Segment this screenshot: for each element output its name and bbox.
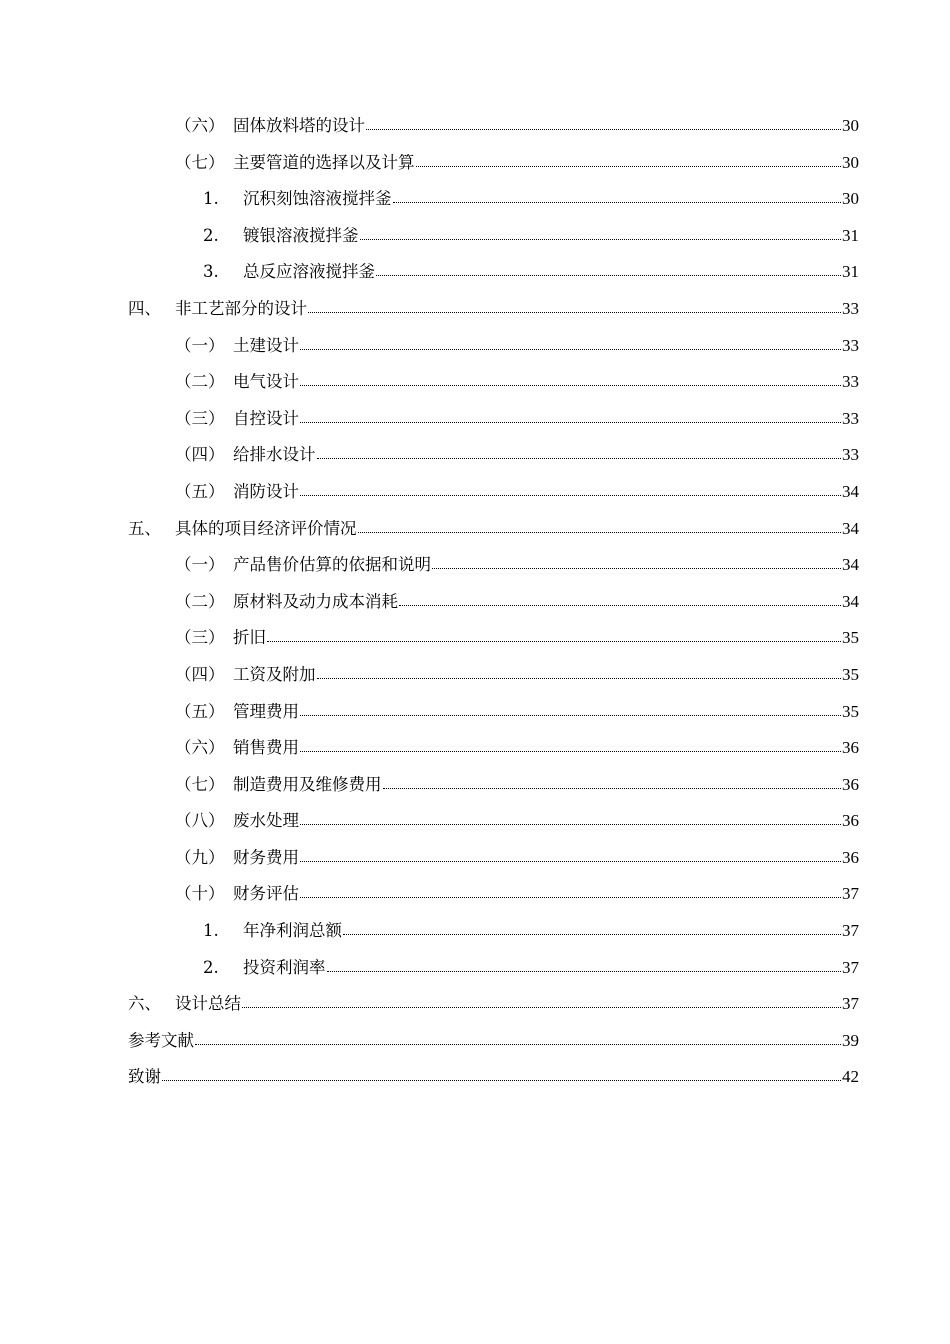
toc-entry[interactable] (0, 511, 950, 548)
toc-entry[interactable] (0, 291, 950, 328)
toc-page-number: 39 (842, 1030, 859, 1050)
toc-page-number: 30 (842, 189, 859, 209)
toc-number: （二） (175, 372, 225, 392)
toc-entry[interactable] (0, 950, 950, 987)
dot-leader (317, 444, 842, 461)
toc-entry[interactable] (0, 547, 950, 584)
toc-number: （十） (175, 884, 225, 904)
toc-number: 2. (203, 957, 219, 977)
toc-number: （五） (175, 701, 225, 721)
toc-title: 致谢 (128, 1067, 161, 1087)
toc-page-number: 37 (842, 921, 859, 941)
toc-entry[interactable] (0, 145, 950, 182)
toc-entry[interactable] (0, 401, 950, 438)
toc-page-number: 35 (842, 701, 859, 721)
toc-title: 主要管道的选择以及计算 (233, 152, 415, 172)
toc-title: 折旧 (233, 628, 266, 648)
toc-number: 2. (203, 225, 219, 245)
toc-number: （二） (175, 591, 225, 611)
toc-title: 电气设计 (233, 372, 299, 392)
toc-number: 四、 (128, 298, 161, 318)
dot-leader (308, 297, 841, 314)
dot-leader (416, 151, 842, 168)
toc-page-number: 33 (842, 335, 859, 355)
toc-title: 管理费用 (233, 701, 299, 721)
toc-title: 销售费用 (233, 738, 299, 758)
toc-entry[interactable] (0, 1023, 950, 1060)
toc-entry[interactable] (0, 694, 950, 731)
toc-page-number: 33 (842, 298, 859, 318)
toc-number: 1. (203, 921, 219, 941)
dot-leader (300, 480, 841, 497)
toc-entry[interactable] (0, 876, 950, 913)
dot-leader (317, 663, 842, 680)
toc-page-number: 34 (842, 591, 859, 611)
dot-leader (267, 627, 841, 644)
dot-leader (327, 956, 842, 973)
toc-page-number: 42 (842, 1067, 859, 1087)
toc-number: （六） (175, 738, 225, 758)
toc-page-number: 36 (842, 774, 859, 794)
dot-leader (300, 407, 841, 424)
toc-page-number: 34 (842, 555, 859, 575)
toc-page-number: 35 (842, 628, 859, 648)
toc-entry[interactable] (0, 218, 950, 255)
toc-entry[interactable] (0, 108, 950, 145)
toc-title: 参考文献 (128, 1030, 194, 1050)
dot-leader (358, 517, 842, 534)
toc-entry[interactable] (0, 803, 950, 840)
toc-page-number: 31 (842, 225, 859, 245)
toc-page-number: 34 (842, 481, 859, 501)
table-of-contents (0, 108, 950, 1096)
toc-number: （三） (175, 408, 225, 428)
toc-number: （八） (175, 811, 225, 831)
dot-leader (343, 920, 841, 937)
toc-title: 自控设计 (233, 408, 299, 428)
toc-page-number: 30 (842, 116, 859, 135)
toc-number: （七） (175, 774, 225, 794)
toc-title: 具体的项目经济评价情况 (175, 518, 357, 538)
dot-leader (300, 810, 841, 827)
toc-title: 财务评估 (233, 884, 299, 904)
toc-page-number: 30 (842, 152, 859, 172)
toc-page-number: 35 (842, 664, 859, 684)
dot-leader (399, 590, 841, 607)
toc-page-number: 33 (842, 445, 859, 465)
toc-entry[interactable] (0, 986, 950, 1023)
toc-entry[interactable] (0, 657, 950, 694)
toc-number: （三） (175, 628, 225, 648)
toc-title: 产品售价估算的依据和说明 (233, 555, 431, 575)
toc-page-number: 36 (842, 811, 859, 831)
toc-entry[interactable] (0, 1059, 950, 1096)
dot-leader (300, 371, 841, 388)
dot-leader (432, 554, 841, 571)
dot-leader (393, 188, 842, 205)
dot-leader (366, 115, 841, 132)
toc-title: 镀银溶液搅拌釜 (243, 225, 359, 245)
toc-number: （一） (175, 555, 225, 575)
toc-number: 六、 (128, 994, 161, 1014)
dot-leader (300, 883, 841, 900)
dot-leader (162, 1066, 841, 1083)
toc-entry[interactable] (0, 584, 950, 621)
toc-number: （七） (175, 152, 225, 172)
toc-title: 废水处理 (233, 811, 299, 831)
toc-entry[interactable] (0, 328, 950, 365)
toc-number: （九） (175, 847, 225, 867)
toc-number: 1. (203, 189, 219, 209)
toc-entry[interactable] (0, 254, 950, 291)
toc-title: 总反应溶液搅拌釜 (243, 262, 375, 282)
dot-leader (300, 700, 841, 717)
toc-title: 工资及附加 (233, 664, 316, 684)
toc-title: 给排水设计 (233, 445, 316, 465)
toc-page-number: 37 (842, 994, 859, 1014)
toc-entry[interactable] (0, 620, 950, 657)
toc-page-number: 33 (842, 372, 859, 392)
dot-leader (376, 261, 841, 278)
toc-title: 设计总结 (175, 994, 241, 1014)
toc-page-number: 36 (842, 738, 859, 758)
toc-page-number: 37 (842, 957, 859, 977)
toc-entry[interactable] (0, 913, 950, 950)
toc-title: 年净利润总额 (243, 921, 342, 941)
toc-entry[interactable] (0, 840, 950, 877)
dot-leader (300, 737, 841, 754)
toc-page-number: 37 (842, 884, 859, 904)
toc-page-number: 31 (842, 262, 859, 282)
dot-leader (383, 773, 842, 790)
toc-number: （五） (175, 481, 225, 501)
toc-title: 制造费用及维修费用 (233, 774, 382, 794)
toc-page-number: 34 (842, 518, 859, 538)
dot-leader (300, 334, 841, 351)
toc-page-number: 33 (842, 408, 859, 428)
toc-title: 土建设计 (233, 335, 299, 355)
toc-title: 沉积刻蚀溶液搅拌釜 (243, 189, 392, 209)
toc-title: 投资利润率 (243, 957, 326, 977)
toc-number: （四） (175, 664, 225, 684)
toc-page-number: 36 (842, 847, 859, 867)
toc-entry[interactable] (0, 767, 950, 804)
dot-leader (242, 993, 841, 1010)
toc-number: 五、 (128, 518, 161, 538)
toc-title: 原材料及动力成本消耗 (233, 591, 398, 611)
toc-title: 消防设计 (233, 481, 299, 501)
toc-entry[interactable] (0, 437, 950, 474)
toc-title: 固体放料塔的设计 (233, 116, 365, 135)
toc-number: （六） (175, 116, 225, 135)
dot-leader (300, 846, 841, 863)
toc-entry[interactable] (0, 730, 950, 767)
toc-entry[interactable] (0, 364, 950, 401)
dot-leader (195, 1029, 841, 1046)
toc-number: 3. (203, 262, 219, 282)
toc-number: （四） (175, 445, 225, 465)
toc-title: 非工艺部分的设计 (175, 298, 307, 318)
toc-title: 财务费用 (233, 847, 299, 867)
dot-leader (360, 224, 842, 241)
toc-entry[interactable] (0, 181, 950, 218)
toc-number: （一） (175, 335, 225, 355)
toc-entry[interactable] (0, 474, 950, 511)
